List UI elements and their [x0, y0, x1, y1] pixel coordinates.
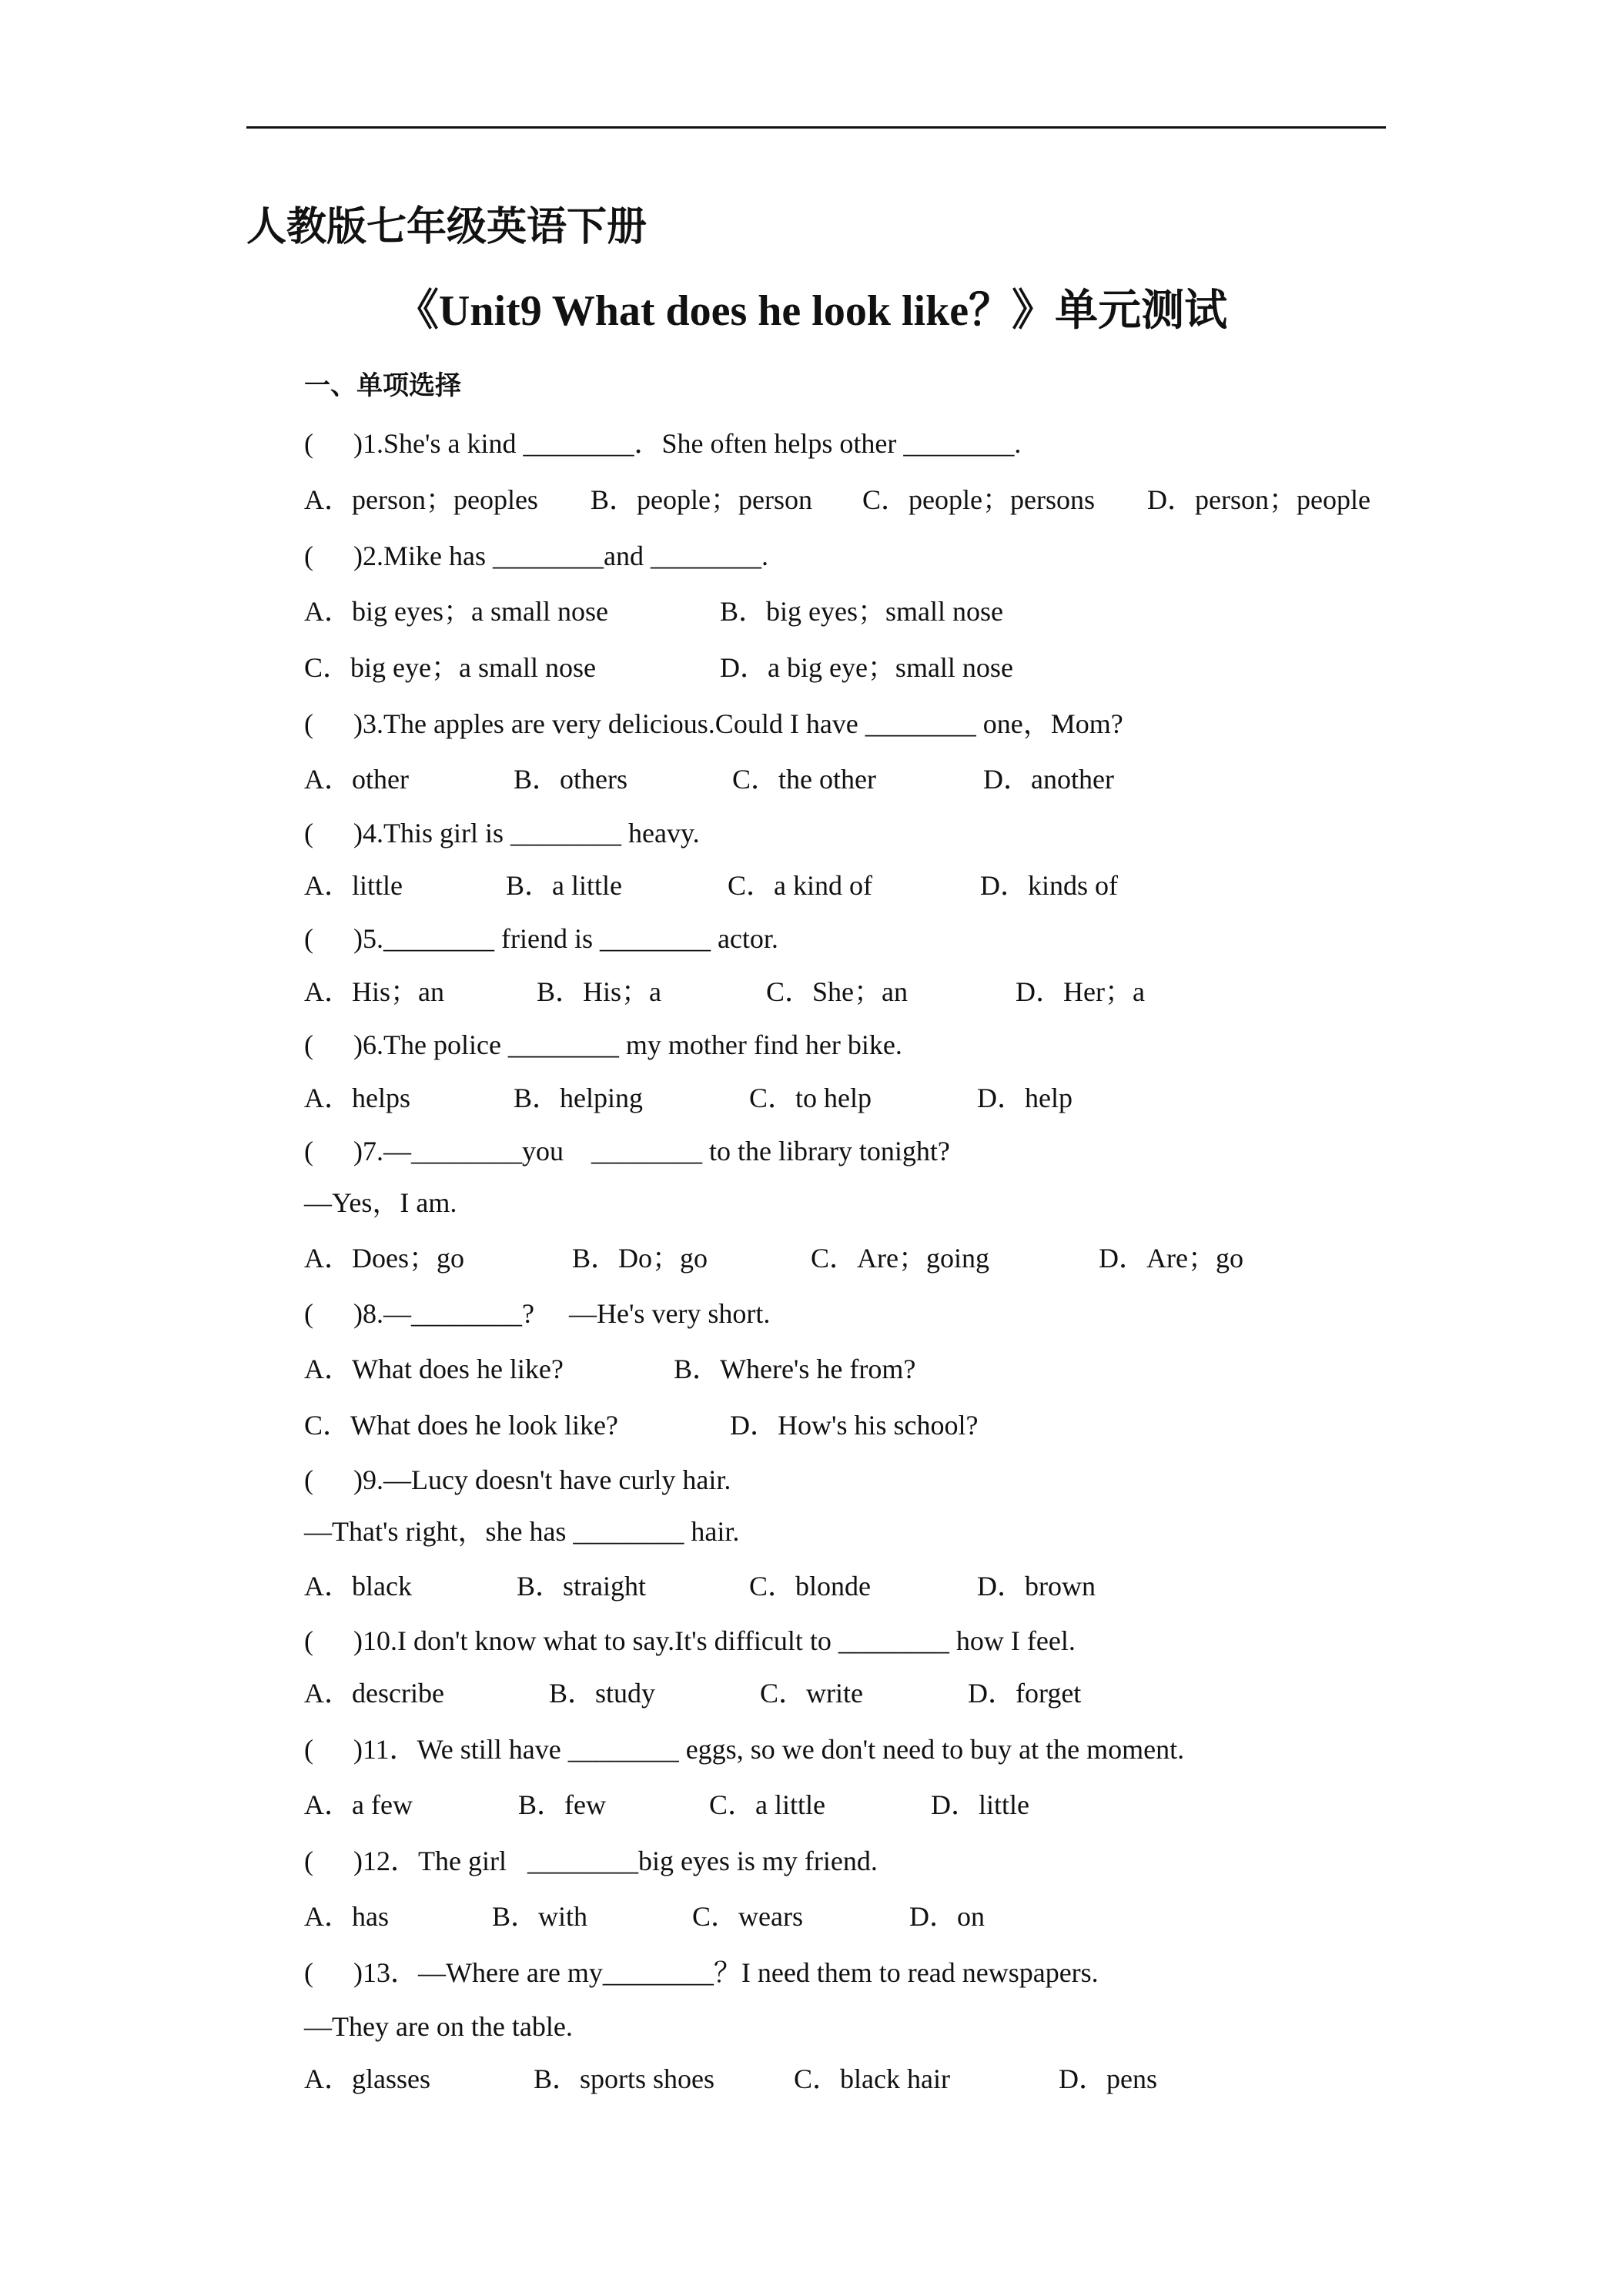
question-6: [304, 1025, 902, 1065]
option-a: A．other: [304, 764, 409, 795]
option-a: A．His；an: [304, 976, 444, 1007]
question-stem: )6.The police ________ my mother find her bike.: [353, 1029, 902, 1060]
option-c: C．black hair: [794, 2063, 950, 2094]
section-heading: 一、单项选择: [304, 370, 461, 401]
question-stem: )1.She's a kind ________．She often helps other ________.: [353, 428, 1022, 459]
option-c: C．the other: [732, 764, 876, 795]
option-a: A．has: [304, 1901, 389, 1932]
option-d: D．on: [909, 1901, 985, 1932]
answer-paren: (: [304, 1029, 313, 1060]
question-stem: )8.—________? —He's very short.: [353, 1298, 771, 1329]
answer-paren: (: [304, 1625, 313, 1656]
option-c: C．blonde: [749, 1571, 871, 1602]
question-10: [304, 1621, 1076, 1661]
option-c: C．Are；going: [811, 1243, 989, 1274]
option-b: B．others: [514, 764, 627, 795]
answer-paren: (: [304, 1734, 313, 1765]
option-b: B．people；person: [591, 484, 812, 515]
option-d: D．kinds of: [980, 870, 1118, 901]
unit-title: 《Unit9 What does he look like？》单元测试: [395, 287, 1228, 335]
answer-paren: (: [304, 923, 313, 954]
question-1: [304, 423, 1021, 464]
question-stem: )4.This girl is ________ heavy.: [353, 818, 700, 848]
question-8: [304, 1294, 770, 1334]
option-a: A．describe: [304, 1678, 444, 1709]
option-a: A．a few: [304, 1789, 413, 1820]
option-b: B．His；a: [537, 976, 662, 1007]
answer-paren: (: [304, 1846, 313, 1876]
question-stem: )10.I don't know what to say.It's difficult to ________ how I feel.: [353, 1625, 1076, 1656]
option-c: C．wears: [692, 1901, 803, 1932]
option-b: B．a little: [506, 870, 622, 901]
answer-paren: (: [304, 541, 313, 571]
answer-paren: (: [304, 708, 313, 739]
option-a: A．helps: [304, 1083, 410, 1113]
question-stem: )3.The apples are very delicious.Could I have ________ one，Mom?: [353, 708, 1123, 739]
option-d: D．help: [977, 1083, 1073, 1113]
option-c: C．a little: [709, 1789, 825, 1820]
option-b: B．big eyes；small nose: [720, 596, 1003, 627]
option-d: D．person；people: [1147, 484, 1370, 515]
option-c: C．a kind of: [728, 870, 872, 901]
option-b: B．helping: [514, 1083, 643, 1113]
dialogue-reply: —They are on the table.: [304, 2011, 573, 2042]
option-d: D．another: [983, 764, 1114, 795]
series-title: 人教版七年级英语下册: [246, 204, 648, 250]
option-a: A．little: [304, 870, 403, 901]
question-9: [304, 1460, 731, 1500]
question-7: [304, 1131, 950, 1171]
option-d: D．How's his school?: [730, 1410, 979, 1441]
question-stem: )9.—Lucy doesn't have curly hair.: [353, 1464, 731, 1495]
question-11: [304, 1729, 1184, 1769]
option-d: D．Are；go: [1099, 1243, 1243, 1274]
option-c: C．to help: [749, 1083, 872, 1113]
question-stem: )11．We still have ________ eggs, so we don't need to buy at the moment.: [353, 1734, 1185, 1765]
option-c: C．write: [760, 1678, 863, 1709]
question-12: [304, 1841, 878, 1881]
option-b: B．few: [518, 1789, 606, 1820]
question-3: [304, 704, 1123, 744]
option-b: B．Where's he from?: [674, 1354, 916, 1384]
option-a: A．What does he like?: [304, 1354, 564, 1384]
question-7-reply: [304, 1183, 457, 1223]
option-b: B．Do；go: [572, 1243, 708, 1274]
option-a: A．Does；go: [304, 1243, 464, 1274]
answer-paren: (: [304, 1298, 313, 1329]
option-b: B．sports shoes: [534, 2063, 715, 2094]
question-stem: )7.—________you ________ to the library tonight?: [353, 1136, 950, 1166]
option-b: B．with: [492, 1901, 588, 1932]
option-a: A．black: [304, 1571, 412, 1602]
dialogue-reply: —Yes，I am.: [304, 1187, 457, 1218]
question-stem: )2.Mike has ________and ________.: [353, 541, 768, 571]
option-a: A．person；peoples: [304, 484, 538, 515]
option-d: D．pens: [1059, 2063, 1157, 2094]
answer-paren: (: [304, 1136, 313, 1166]
question-4: [304, 813, 700, 853]
question-stem: )12．The girl ________big eyes is my friend.: [353, 1846, 878, 1876]
option-a: A．big eyes；a small nose: [304, 596, 608, 627]
option-c: C．big eye；a small nose: [304, 652, 596, 683]
question-13: [304, 1953, 1099, 1993]
question-13-reply: [304, 2006, 573, 2047]
dialogue-reply: —That's right，she has ________ hair.: [304, 1516, 740, 1547]
answer-paren: (: [304, 818, 313, 848]
answer-paren: (: [304, 1957, 313, 1988]
option-c: C．She；an: [766, 976, 908, 1007]
answer-paren: (: [304, 428, 313, 459]
question-stem: )13．—Where are my________？I need them to read newspapers.: [353, 1957, 1099, 1988]
question-9-reply: [304, 1511, 739, 1551]
option-c: C．people；persons: [862, 484, 1095, 515]
header-rule: [246, 126, 1386, 129]
option-b: B．study: [549, 1678, 656, 1709]
option-d: D．brown: [977, 1571, 1096, 1602]
option-b: B．straight: [517, 1571, 646, 1602]
question-5: [304, 919, 778, 959]
option-d: D．Her；a: [1016, 976, 1145, 1007]
option-d: D．a big eye；small nose: [720, 652, 1013, 683]
question-stem: )5.________ friend is ________ actor.: [353, 923, 778, 954]
option-d: D．forget: [968, 1678, 1082, 1709]
question-2: [304, 536, 768, 576]
option-c: C．What does he look like?: [304, 1410, 618, 1441]
option-d: D．little: [931, 1789, 1029, 1820]
option-a: A．glasses: [304, 2063, 430, 2094]
answer-paren: (: [304, 1464, 313, 1495]
